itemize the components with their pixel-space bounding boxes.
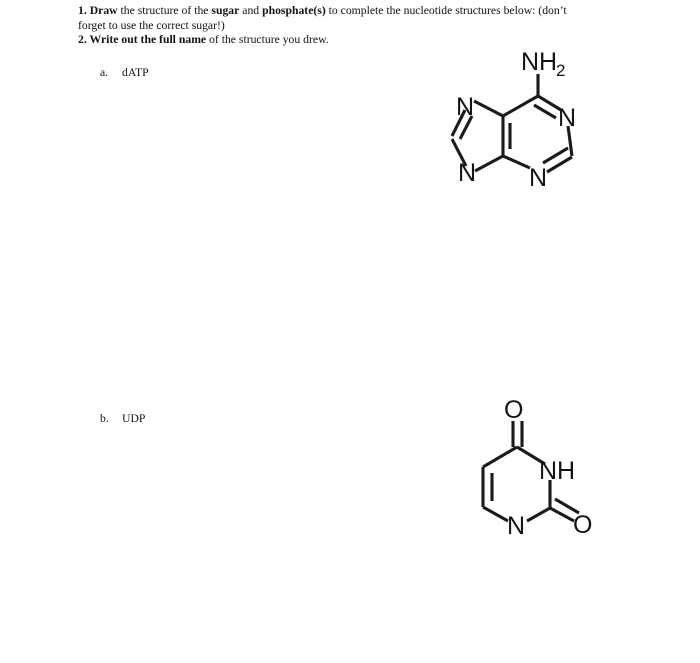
- instruction-1-bold-sugar: sugar: [211, 4, 240, 17]
- bond-c2-o2-a: [550, 508, 574, 521]
- atom-label-n1: N: [558, 104, 577, 132]
- instruction-1-bold-phosphate: phosphate(s): [262, 4, 326, 17]
- instruction-line-1: [78, 4, 590, 33]
- bond-c2-n1: [527, 508, 550, 521]
- atom-label-amine-subscript: 2: [556, 61, 566, 80]
- bond-n7-c5: [474, 101, 503, 116]
- uracil-structure-drawing: [460, 390, 630, 555]
- atom-label-n7: N: [456, 93, 475, 121]
- list-item-b-letter: b.: [100, 412, 109, 425]
- list-item-a: [100, 66, 149, 80]
- atom-label-n9: N: [458, 159, 477, 187]
- list-item-b-label: UDP: [122, 412, 146, 425]
- atom-label-n3: NH: [539, 457, 576, 485]
- instruction-1-text-c: to complete the nucleotide structures below: (don’t forget to use the correct sugar!): [78, 4, 567, 32]
- instruction-1-bold-draw: 1. Draw: [78, 4, 118, 17]
- adenine-structure-drawing: [430, 44, 610, 194]
- bond-c4-n9: [475, 156, 503, 171]
- list-item-b: [100, 412, 145, 426]
- atom-label-o4: O: [504, 396, 524, 424]
- atom-label-amine: NH: [521, 48, 558, 76]
- atom-label-n1: N: [507, 512, 526, 540]
- instruction-2-text: of the structure you drew.: [206, 33, 329, 47]
- bond-c6-n1-inner: [534, 105, 556, 118]
- atom-label-o2: O: [573, 511, 593, 539]
- bond-c5-c4: [483, 447, 517, 467]
- bond-n1-c6: [483, 507, 508, 521]
- instructions-block: [78, 4, 590, 48]
- bond-c5-c6: [503, 96, 538, 116]
- instruction-1-text-b: and: [239, 4, 263, 17]
- list-item-a-label: dATP: [122, 66, 149, 79]
- instruction-1-text-a: the structure of the: [117, 4, 212, 17]
- bond-n3-c4: [503, 156, 530, 168]
- atom-label-n3: N: [529, 164, 548, 192]
- list-item-a-letter: a.: [100, 66, 109, 79]
- instruction-2-bold-write: 2. Write out the full name: [78, 33, 207, 47]
